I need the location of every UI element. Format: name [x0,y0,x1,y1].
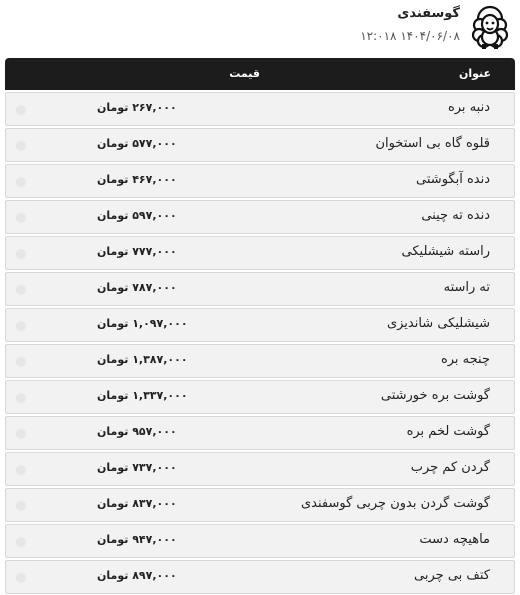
table-row [5,92,515,126]
table-row [5,128,515,162]
price-value: ۷۷۷,۰۰۰ [132,245,177,258]
row-price [97,137,177,150]
row-name: دنده ته چینی [421,208,490,223]
price-value: ۱,۳۳۷,۰۰۰ [132,389,188,402]
row-indicator-icon [16,537,26,547]
price-value: ۷۳۷,۰۰۰ [132,461,177,474]
table-row [5,560,515,594]
table-row [5,524,515,558]
row-price [97,281,177,294]
row-price [97,497,177,510]
row-name: چنجه بره [440,352,490,367]
price-currency: تومان [97,137,129,150]
row-name: گوشت بره خورشتی [380,388,490,403]
price-currency: تومان [97,389,129,402]
header-price: قیمت [229,67,260,80]
row-name: دنده آبگوشتی [416,172,490,187]
price-currency: تومان [97,245,129,258]
price-value: ۹۴۷,۰۰۰ [132,533,177,546]
price-value: ۷۸۷,۰۰۰ [132,281,177,294]
row-indicator-icon [16,501,26,511]
row-price [97,173,177,186]
price-value: ۵۹۷,۰۰۰ [132,209,177,222]
row-name: شیشلیکی شاندیزی [386,316,490,331]
table-row [5,488,515,522]
row-indicator-icon [16,285,26,295]
row-price [97,461,177,474]
category-date: ۱۴۰۴/۰۶/۰۸ ۱۲:۰۱۸ [360,29,460,43]
row-name: قلوه گاه بی استخوان [375,136,490,151]
row-name: ماهیچه دست [419,532,490,547]
row-name: دنبه بره [447,100,490,115]
header-name: عنوان [458,67,491,80]
row-name: گوشت گردن بدون چربی گوسفندی [300,496,490,511]
row-indicator-icon [16,573,26,583]
price-currency: تومان [97,209,129,222]
row-price [97,389,188,402]
price-currency: تومان [97,533,129,546]
table-row [5,200,515,234]
price-currency: تومان [97,317,129,330]
price-value: ۸۳۷,۰۰۰ [132,497,177,510]
row-price [97,425,177,438]
price-value: ۱,۰۹۷,۰۰۰ [132,317,188,330]
price-currency: تومان [97,173,129,186]
table-row [5,344,515,378]
price-currency: تومان [97,461,129,474]
price-value: ۸۹۷,۰۰۰ [132,569,177,582]
category-header [0,0,520,58]
row-indicator-icon [16,177,26,187]
table-body [5,92,515,594]
row-name: گردن کم چرب [410,460,490,475]
row-indicator-icon [16,465,26,475]
table-row [5,272,515,306]
table-row [5,164,515,198]
table-row [5,308,515,342]
row-price [97,245,177,258]
row-price [97,101,177,114]
row-name: گوشت لخم بره [406,424,490,439]
row-indicator-icon [16,393,26,403]
table-row [5,236,515,270]
price-table [5,58,515,594]
price-value: ۲۶۷,۰۰۰ [132,101,177,114]
row-name: راسته شیشلیکی [401,244,490,259]
price-value: ۹۵۷,۰۰۰ [132,425,177,438]
row-price [97,317,188,330]
row-price [97,353,188,366]
table-row [5,416,515,450]
row-indicator-icon [16,429,26,439]
category-title: گوسفندی [397,6,460,21]
row-price [97,569,177,582]
table-header [5,58,515,90]
row-name: ته راسته [443,280,490,295]
row-indicator-icon [16,141,26,151]
price-value: ۱,۳۸۷,۰۰۰ [132,353,188,366]
price-currency: تومان [97,281,129,294]
price-currency: تومان [97,353,129,366]
price-currency: تومان [97,497,129,510]
row-indicator-icon [16,321,26,331]
price-currency: تومان [97,425,129,438]
price-currency: تومان [97,101,129,114]
price-value: ۴۶۷,۰۰۰ [132,173,177,186]
row-price [97,209,177,222]
sheep-icon [470,4,510,50]
row-indicator-icon [16,357,26,367]
row-indicator-icon [16,249,26,259]
price-value: ۵۷۷,۰۰۰ [132,137,177,150]
table-row [5,380,515,414]
row-price [97,533,177,546]
price-currency: تومان [97,569,129,582]
table-row [5,452,515,486]
row-indicator-icon [16,105,26,115]
row-indicator-icon [16,213,26,223]
row-name: کتف بی چربی [414,568,490,583]
